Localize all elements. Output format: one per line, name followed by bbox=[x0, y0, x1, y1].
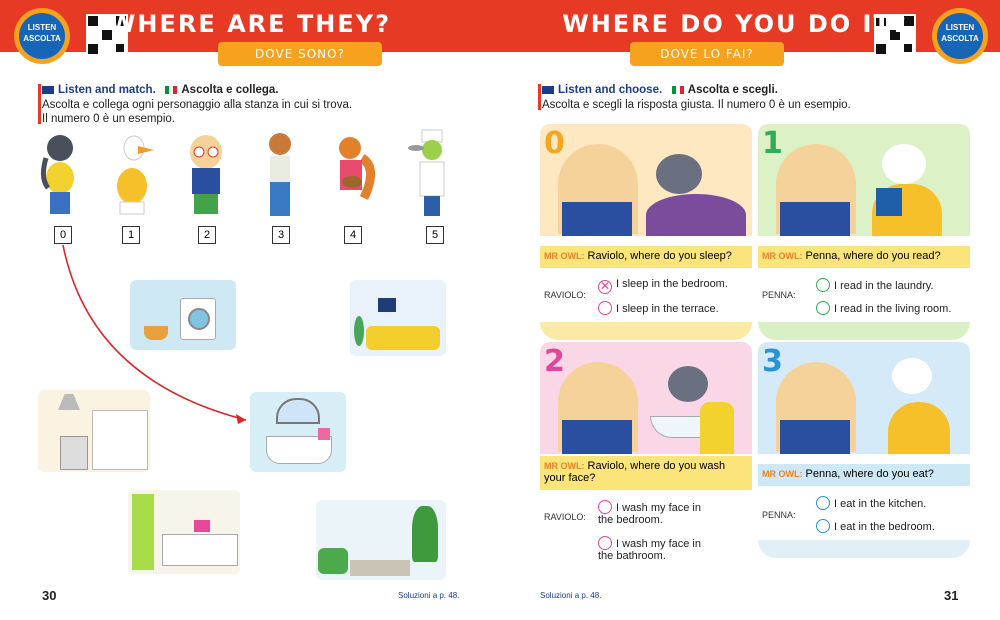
question-bar: MR OWL: Raviolo, where do you sleep? bbox=[540, 246, 752, 268]
exercise-panel-1 bbox=[758, 124, 970, 332]
number-box: 1 bbox=[122, 226, 140, 244]
answer-option[interactable]: I read in the laundry. bbox=[816, 278, 933, 292]
number-box: 3 bbox=[272, 226, 290, 244]
speaker-label: PENNA: bbox=[762, 510, 796, 520]
bathroom-picture[interactable] bbox=[250, 392, 346, 472]
number-box: 4 bbox=[344, 226, 362, 244]
laundry-room-picture[interactable] bbox=[130, 280, 236, 350]
panel-illustration bbox=[758, 124, 970, 236]
right-page bbox=[500, 0, 1000, 620]
page-number: 30 bbox=[42, 588, 57, 603]
question-bar: MR OWL: Raviolo, where do you wash your face? bbox=[540, 456, 752, 490]
page-subtitle: DOVE SONO? bbox=[218, 42, 382, 66]
instruction-heading: Listen and match. Ascolta e collega. bbox=[42, 84, 279, 96]
exercise-panel-0 bbox=[540, 124, 752, 332]
speaker-label: RAVIOLO: bbox=[544, 290, 586, 300]
answer-option[interactable]: I eat in the kitchen. bbox=[816, 496, 926, 510]
page-subtitle: DOVE LO FAI? bbox=[630, 42, 784, 66]
italy-flag-icon bbox=[672, 86, 684, 94]
question-bar: MR OWL: Penna, where do you eat? bbox=[758, 464, 970, 486]
number-box: 0 bbox=[54, 226, 72, 244]
exercise-panel-3 bbox=[758, 342, 970, 550]
number-box: 2 bbox=[198, 226, 216, 244]
solutions-note: Soluzioni a p. 48. bbox=[540, 591, 602, 600]
option-circle-icon[interactable] bbox=[816, 278, 830, 292]
terrace-picture[interactable] bbox=[316, 500, 446, 580]
page-number: 31 bbox=[944, 588, 959, 603]
panel-number: 2 bbox=[544, 344, 565, 379]
living-room-picture[interactable] bbox=[350, 280, 446, 356]
answer-option[interactable]: I wash my face in the bedroom. bbox=[598, 502, 701, 526]
option-circle-icon[interactable] bbox=[816, 519, 830, 533]
checked-option-icon[interactable]: ✕ bbox=[599, 279, 611, 293]
page-title: WHERE DO YOU DO IT? bbox=[562, 10, 908, 38]
listen-badge: LISTEN ASCOLTA bbox=[932, 8, 988, 64]
answer-option[interactable]: ✕ I sleep in the bedroom. bbox=[599, 278, 728, 293]
speaker-label: PENNA: bbox=[762, 290, 796, 300]
question-bar: MR OWL: Penna, where do you read? bbox=[758, 246, 970, 268]
number-box: 5 bbox=[426, 226, 444, 244]
panel-illustration bbox=[540, 342, 752, 454]
instruction-heading: Listen and choose. Ascolta e scegli. bbox=[542, 84, 778, 96]
answer-option[interactable]: I eat in the bedroom. bbox=[816, 519, 935, 533]
option-circle-icon[interactable] bbox=[816, 496, 830, 510]
solutions-note: Soluzioni a p. 48. bbox=[398, 591, 460, 600]
option-circle-icon[interactable] bbox=[598, 301, 612, 315]
uk-flag-icon bbox=[542, 86, 554, 94]
panel-number: 3 bbox=[762, 344, 783, 379]
instruction-line: Il numero 0 è un esempio. bbox=[42, 113, 175, 125]
instruction-line: Ascolta e scegli la risposta giusta. Il numero 0 è un esempio. bbox=[542, 99, 851, 111]
answer-option[interactable]: I wash my face in the bathroom. bbox=[598, 538, 701, 562]
speaker-label: RAVIOLO: bbox=[544, 512, 586, 522]
page-title: WHERE ARE THEY? bbox=[108, 10, 392, 38]
listen-badge: LISTEN ASCOLTA bbox=[14, 8, 70, 64]
answer-option[interactable]: I read in the living room. bbox=[816, 301, 951, 315]
panel-illustration bbox=[540, 124, 752, 236]
panel-number: 1 bbox=[762, 126, 783, 161]
panel-number: 0 bbox=[544, 126, 565, 161]
exercise-panel-2 bbox=[540, 342, 752, 562]
instruction-marker bbox=[538, 84, 541, 110]
kitchen-picture[interactable] bbox=[38, 390, 150, 472]
answer-option[interactable]: I sleep in the terrace. bbox=[598, 301, 719, 315]
option-circle-icon[interactable] bbox=[598, 500, 612, 514]
instruction-line: Ascolta e collega ogni personaggio alla stanza in cui si trova. bbox=[42, 99, 353, 111]
bedroom-picture[interactable] bbox=[128, 490, 240, 574]
panel-illustration bbox=[758, 342, 970, 454]
option-circle-icon[interactable] bbox=[816, 301, 830, 315]
option-circle-icon[interactable] bbox=[598, 536, 612, 550]
